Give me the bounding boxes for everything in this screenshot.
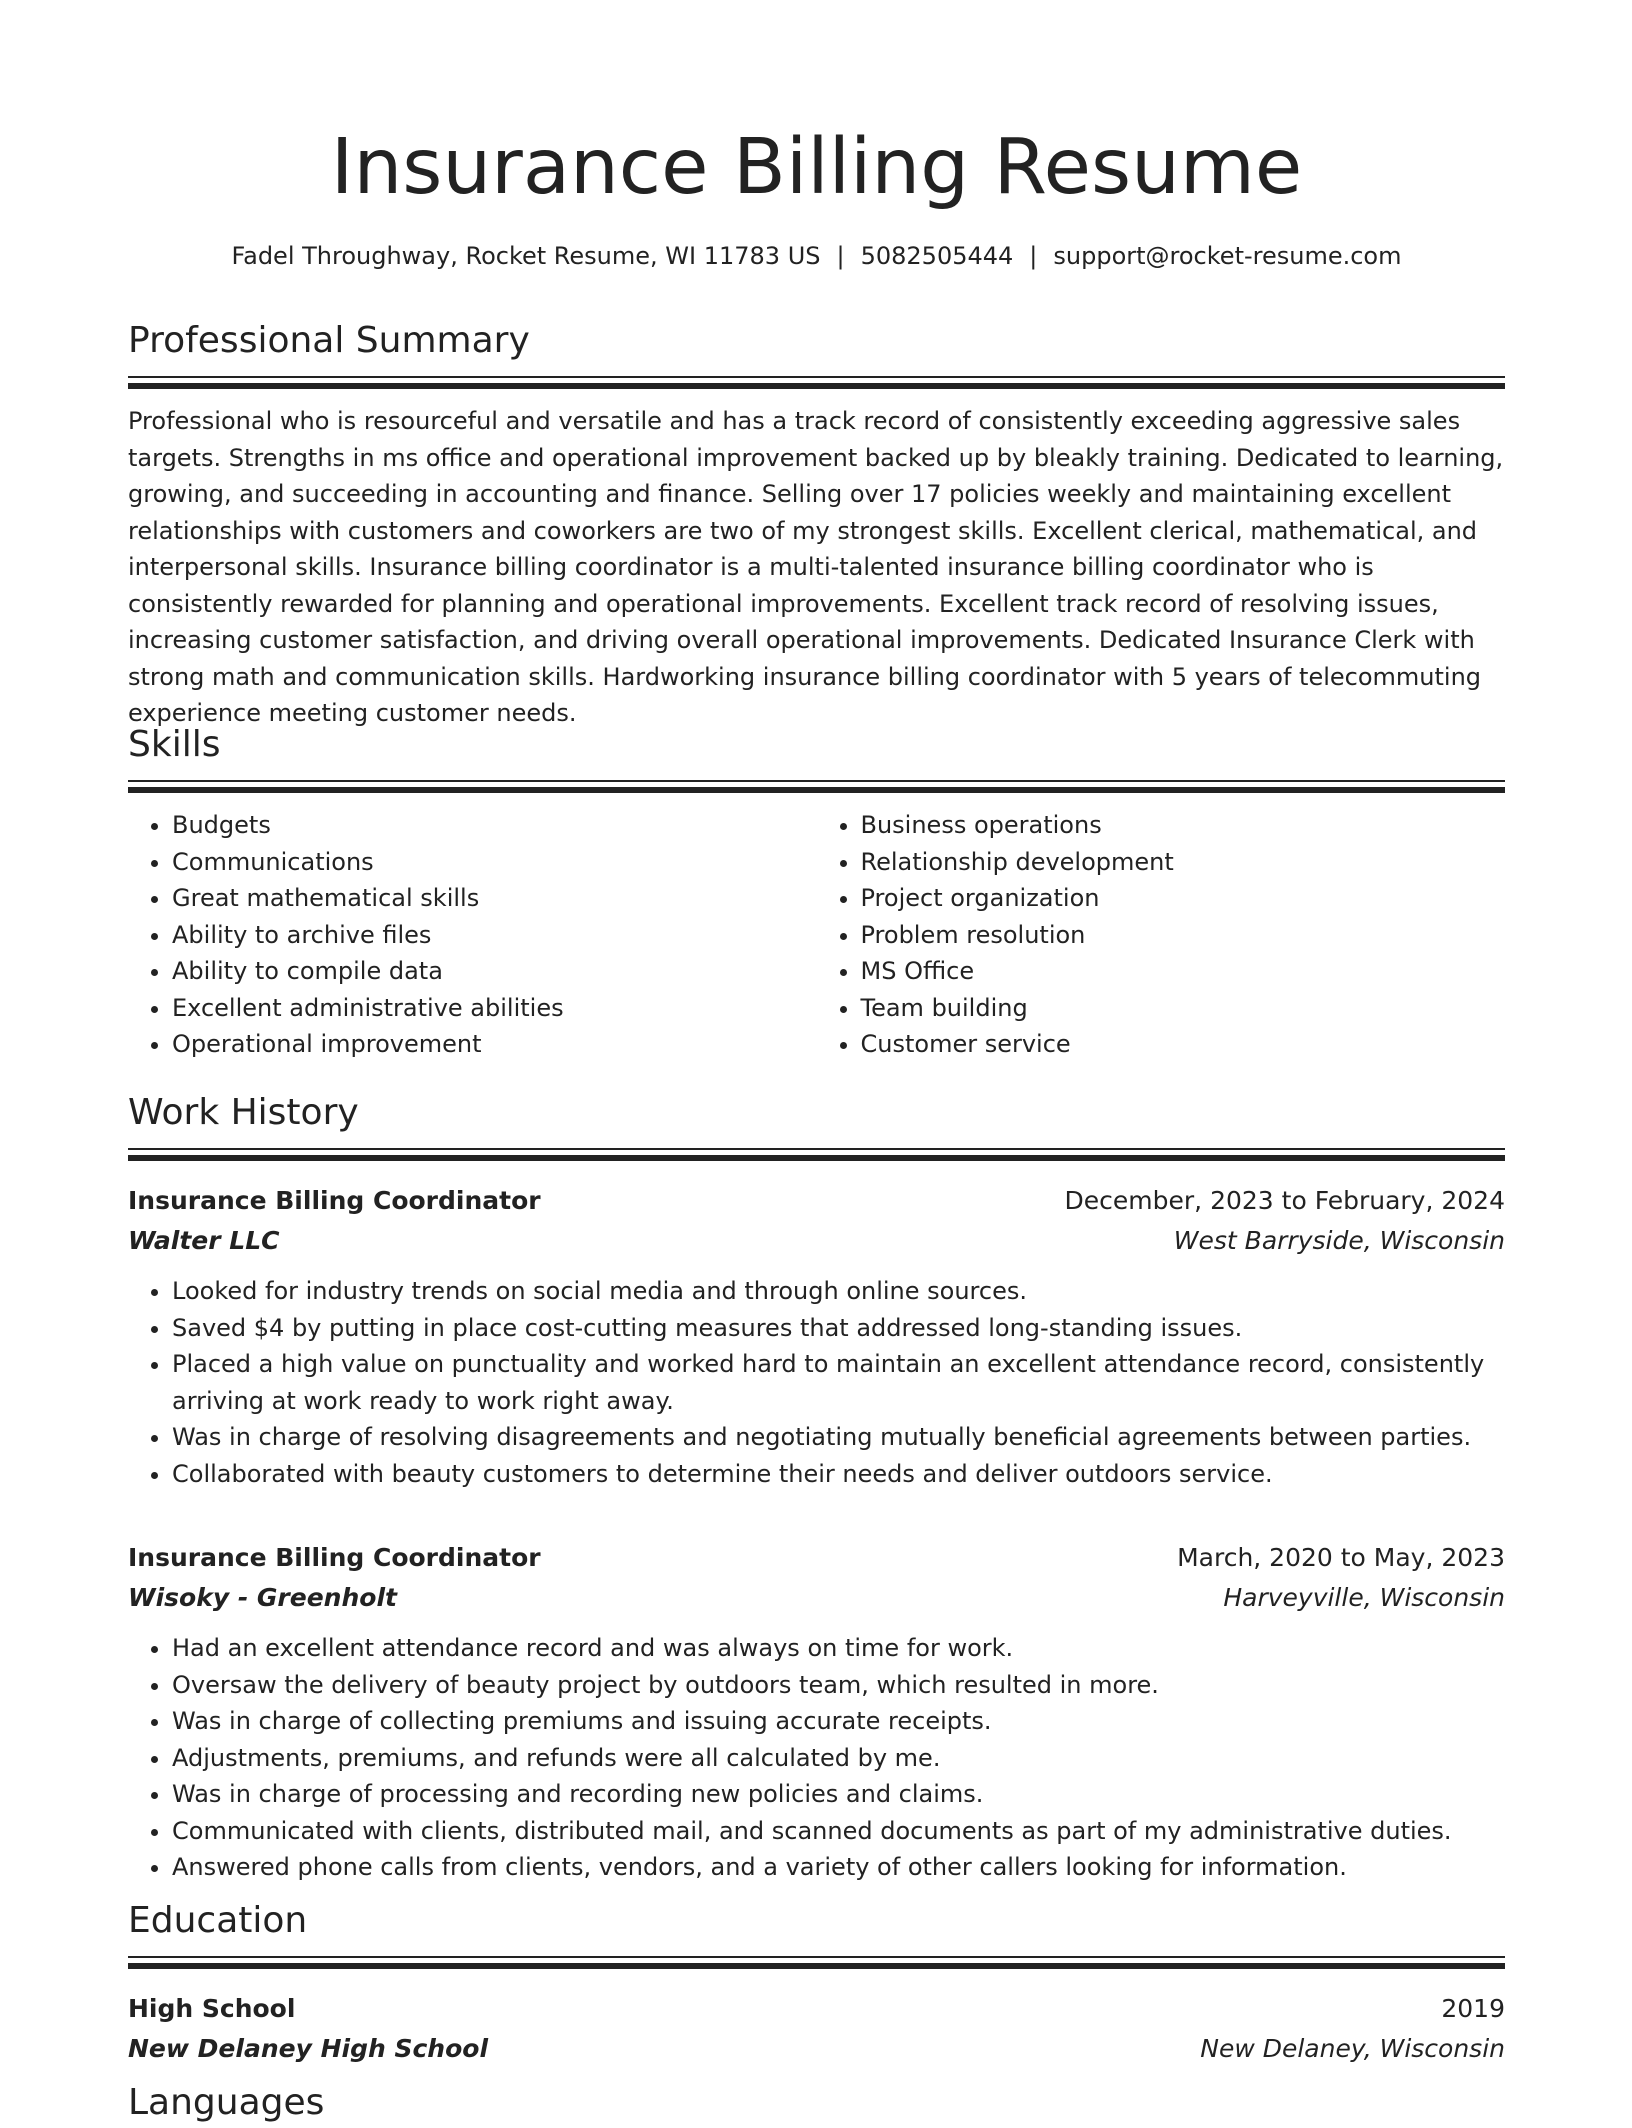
skill-item: • Budgets — [172, 807, 817, 844]
summary-heading: Professional Summary — [128, 320, 530, 361]
job-bullets — [128, 1630, 1505, 1886]
skills-columns — [128, 807, 1505, 1063]
skill-item: • Business operations — [861, 807, 1506, 844]
skill-item: • Ability to compile data — [172, 953, 817, 990]
job-subheader — [128, 1578, 1505, 1618]
job-bullets — [128, 1273, 1505, 1492]
skills-heading: Skills — [128, 724, 221, 765]
summary-text: Professional who is resourceful and versatile and has a track record of consistently exceeding aggressive sales targets. Strengths in ms office and operational improvement backed up by bleakly training. Dedicated to learning, growing, and succeeding in accounting and finance. Selling over 17 policies weekly and maintaining excellent relationships with customers and coworkers are two of my strongest skills. Excellent clerical, mathematical, and interpersonal skills. Insurance billing coordinator is a multi-talented insurance billing coordinator who is consistently rewarded for planning and operational improvements. Excellent track record of resolving issues, increasing customer satisfaction, and driving overall operational improvements. Dedicated Insurance Clerk with strong math and communication skills. Hardworking insurance billing coordinator with 5 years of telecommuting experience meeting customer needs. — [128, 407, 1504, 727]
languages-heading: Languages — [128, 2082, 325, 2123]
skill-item: • Ability to archive files — [172, 917, 817, 954]
education-year: 2019 — [1441, 1994, 1505, 2023]
job-dates: March, 2020 to May, 2023 — [1177, 1543, 1505, 1572]
contact-separator: | — [836, 242, 845, 270]
job-bullet-item: • Was in charge of collecting premiums and issuing accurate receipts. — [172, 1703, 1505, 1740]
skills-list-right — [817, 807, 1506, 1063]
section-divider — [128, 1956, 1505, 1969]
job-company: Wisoky - Greenholt — [128, 1583, 397, 1612]
job-bullet-item: • Placed a high value on punctuality and worked hard to maintain an excellent attendance record, consistently arriving at work ready to work right away. — [172, 1346, 1505, 1419]
work-section — [128, 1088, 1505, 1886]
skill-item: • Project organization — [861, 880, 1506, 917]
education-school: New Delaney High School — [128, 2034, 489, 2063]
job-bullet-item: • Looked for industry trends on social media and through online sources. — [172, 1273, 1505, 1310]
section-divider — [128, 376, 1505, 389]
skill-item: • Problem resolution — [861, 917, 1506, 954]
skill-item: • Communications — [172, 844, 817, 881]
education-location: New Delaney, Wisconsin — [1200, 2034, 1505, 2063]
section-divider — [128, 780, 1505, 793]
contact-email: support@rocket-resume.com — [1053, 242, 1402, 270]
languages-section — [128, 2078, 1505, 2128]
job-dates: December, 2023 to February, 2024 — [1064, 1186, 1505, 1215]
job-bullet-item: • Oversaw the delivery of beauty project by outdoors team, which resulted in more. — [172, 1667, 1505, 1704]
section-divider — [128, 1148, 1505, 1161]
job-subheader — [128, 1221, 1505, 1261]
skill-item: • Excellent administrative abilities — [172, 990, 817, 1027]
education-header — [128, 1989, 1505, 2029]
contact-address: Fadel Throughway, Rocket Resume, WI 11783 US — [231, 242, 821, 270]
skills-section — [128, 720, 1505, 1063]
contact-line — [128, 238, 1505, 274]
education-subheader — [128, 2029, 1505, 2069]
job-header — [128, 1538, 1505, 1578]
education-section — [128, 1896, 1505, 2069]
work-heading: Work History — [128, 1092, 359, 1133]
job-title: Insurance Billing Coordinator — [128, 1543, 541, 1572]
summary-section — [128, 316, 1505, 732]
job-bullet-item: • Communicated with clients, distributed mail, and scanned documents as part of my administrative duties. — [172, 1813, 1505, 1850]
job-company: Walter LLC — [128, 1226, 280, 1255]
skill-item: • MS Office — [861, 953, 1506, 990]
skills-list-left — [128, 807, 817, 1063]
skill-item: • Customer service — [861, 1026, 1506, 1063]
education-degree: High School — [128, 1994, 296, 2023]
job-header — [128, 1181, 1505, 1221]
skill-item: • Operational improvement — [172, 1026, 817, 1063]
contact-separator: | — [1029, 242, 1038, 270]
job-bullet-item: • Was in charge of resolving disagreements and negotiating mutually beneficial agreements between parties. — [172, 1419, 1505, 1456]
job-location: Harveyville, Wisconsin — [1223, 1583, 1505, 1612]
job-title: Insurance Billing Coordinator — [128, 1186, 541, 1215]
skill-item: • Relationship development — [861, 844, 1506, 881]
education-heading: Education — [128, 1900, 308, 1941]
job-bullet-item: • Answered phone calls from clients, vendors, and a variety of other callers looking for information. — [172, 1849, 1505, 1886]
job-bullet-item: • Collaborated with beauty customers to determine their needs and deliver outdoors service. — [172, 1456, 1505, 1493]
skill-item: • Great mathematical skills — [172, 880, 817, 917]
job-location: West Barryside, Wisconsin — [1173, 1226, 1505, 1255]
skill-item: • Team building — [861, 990, 1506, 1027]
job-bullet-item: • Adjustments, premiums, and refunds were all calculated by me. — [172, 1740, 1505, 1777]
job-bullet-item: • Had an excellent attendance record and was always on time for work. — [172, 1630, 1505, 1667]
job-bullet-item: • Was in charge of processing and recording new policies and claims. — [172, 1776, 1505, 1813]
job-bullet-item: • Saved $4 by putting in place cost-cutting measures that addressed long-standing issues. — [172, 1310, 1505, 1347]
resume-title: Insurance Billing Resume — [330, 123, 1303, 212]
job-entry — [128, 1538, 1505, 1886]
education-entry — [128, 1989, 1505, 2069]
contact-phone: 5082505444 — [860, 242, 1014, 270]
job-entry — [128, 1181, 1505, 1492]
